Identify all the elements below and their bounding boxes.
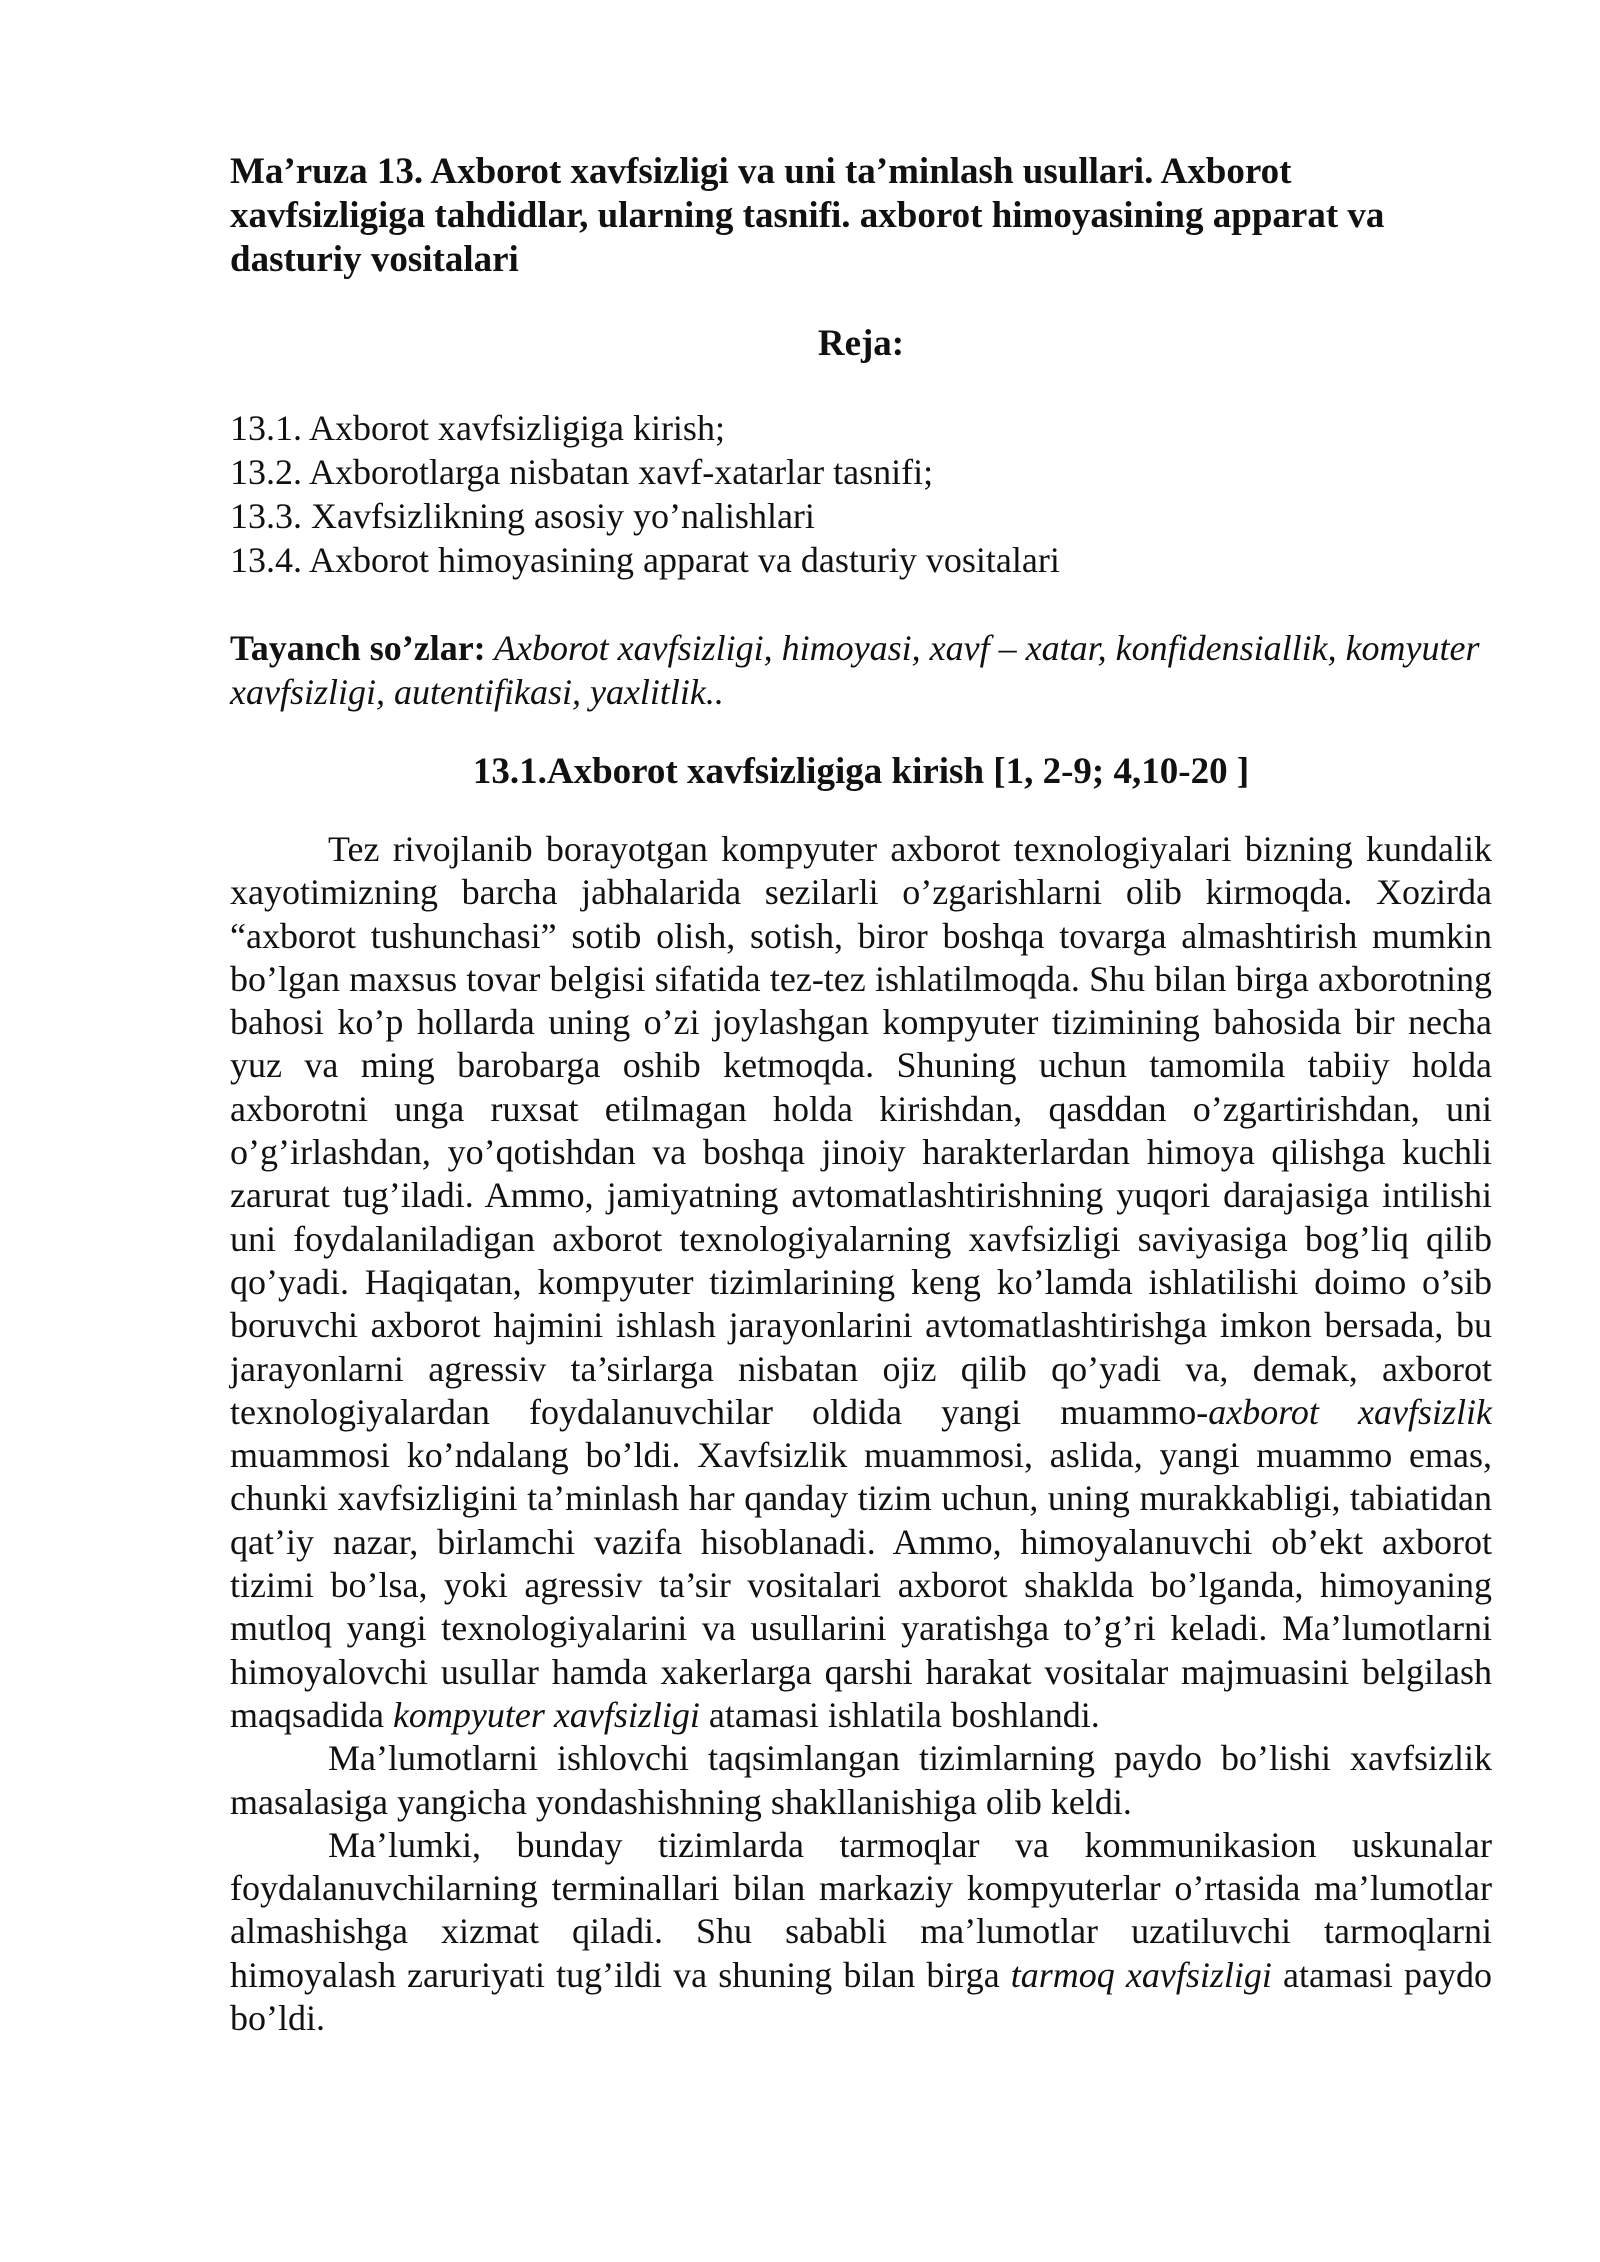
keywords-label: Tayanch so’zlar: [230, 628, 486, 668]
body-paragraph [230, 1824, 1492, 2040]
keywords-paragraph [230, 626, 1492, 714]
plan-heading: Reja: [817, 323, 905, 364]
plan-item: 13.2. Axborotlarga nisbatan xavf-xatarlar tasnifi; [230, 452, 934, 492]
paragraph-text: atamasi paydo bo’ldi. [230, 1954, 1492, 2039]
keywords-list: Axborot xavfsizligi, himoyasi, xavf – xatar, konfidensiallik, komyuter xavfsizligi, autentifikasi, yaxlitlik.. [230, 628, 1480, 712]
emphasis-term: tarmoq xavfsizligi [1010, 1954, 1272, 1995]
section-heading: 13.1.Axborot xavfsizligiga kirish [1, 2-9; 4,10-20 ] [472, 751, 1250, 792]
emphasis-term: kompyuter xavfsizligi [392, 1694, 700, 1735]
paragraph-text: atamasi ishlatila boshlandi. [699, 1694, 1100, 1735]
body-paragraph [230, 828, 1492, 1737]
paragraph-text: Ma’lumki, bunday tizimlarda tarmoqlar va kommunikasion uskunalar foydalanuvchilarning terminallari bilan markaziy kompyuterlar o’rtasida ma’lumotlar almashishga xizmat qiladi. Shu sababli ma’lumotlar uzatiluvchi tarmoqlarni himoyalash zaruriyati tug’ildi va shuning bilan birga [230, 1824, 1492, 1995]
emphasis-term: axborot xavfsizlik [1208, 1391, 1492, 1432]
plan-item: 13.4. Axborot himoyasining apparat va dasturiy vositalari [230, 540, 1060, 580]
plan-item: 13.1. Axborot xavfsizligiga kirish; [230, 408, 725, 448]
paragraph-text: muammosi ko’ndalang bo’ldi. Xavfsizlik muammosi, aslida, yangi muammo emas, chunki xavfsizligini ta’minlash har qanday tizim uchun, uning murakkabligi, tabiatidan qat’iy nazar, birlamchi vazifa hisoblanadi. Ammo, himoyalanuvchi ob’ekt axborot tizimi bo’lsa, yoki agressiv ta’sir vositalari axborot shakldа bo’lganda, himoyaning mutloq yangi texnologiyalarini va usullarini yaratishga to’g’ri keladi. Ma’lumotlarni himoyalovchi usullar hamda xakerlarga qarshi harakat vositalar majmuasini belgilash maqsadida [230, 1435, 1492, 1735]
document-page [230, 150, 1492, 2040]
plan-list [230, 406, 1492, 582]
body-paragraph: Ma’lumotlarni ishlovchi taqsimlangan tizimlarning paydo bo’lishi xavfsizlik masalasiga yangicha yondashishning shakllanishiga olib keldi. [230, 1738, 1492, 1822]
paragraph-text: Tez rivojlanib borayotgan kompyuter axborot texnologiyalari bizning kundalik xayotimizning barcha jabhalarida sezilarli o’zgarishlarni olib kirmoqda. Xozirda “axborot tushunchasi” sotib olish, sotish, biror boshqa tovarga almashtirish mumkin bo’lgan maxsus tovar belgisi sifatida tez-tez ishlatilmoqda. Shu bilan birga axborotning bahosi ko’p hollarda uning o’zi joylashgan kompyuter tizimining bahosida bir necha yuz va ming barobarga oshib ketmoqda. Shuning uchun tamomila tabiiy holda axborotni unga ruxsat etilmagan holda kirishdan, qasddan o’zgartirishdan, uni o’g’irlashdan, yo’qotishdan va boshqa jinoiy harakterlardan himoya qilishga kuchli zarurat tug’iladi. Ammo, jamiyatning avtomatlashtirishning yuqori darajasiga intilishi uni foydalaniladigan axborot texnologiyalarning xavfsizligi saviyasiga bog’liq qilib qo’yadi. Haqiqatan, kompyuter tizimlarining keng ko’lamda ishlatilishi doimo o’sib boruvchi axborot hajmini ishlash jarayonlarini avtomatlashtirishga imkon bersada, bu jarayonlarni agressiv ta’sirlarga nisbatan ojiz qilib qo’yadi va, demak, axborot texnologiyalardan foydalanuvchilar oldida yangi muammo- [230, 829, 1492, 1432]
lecture-title: Ma’ruza 13. Axborot xavfsizligi va uni ta’minlash usullari. Axborot xavfsizligiga tahdidlar, ularning tasnifi. axborot himoyasining apparat va dasturiy vositalari [230, 151, 1385, 280]
plan-item: 13.3. Xavfsizlikning asosiy yo’nalishlari [230, 496, 815, 536]
